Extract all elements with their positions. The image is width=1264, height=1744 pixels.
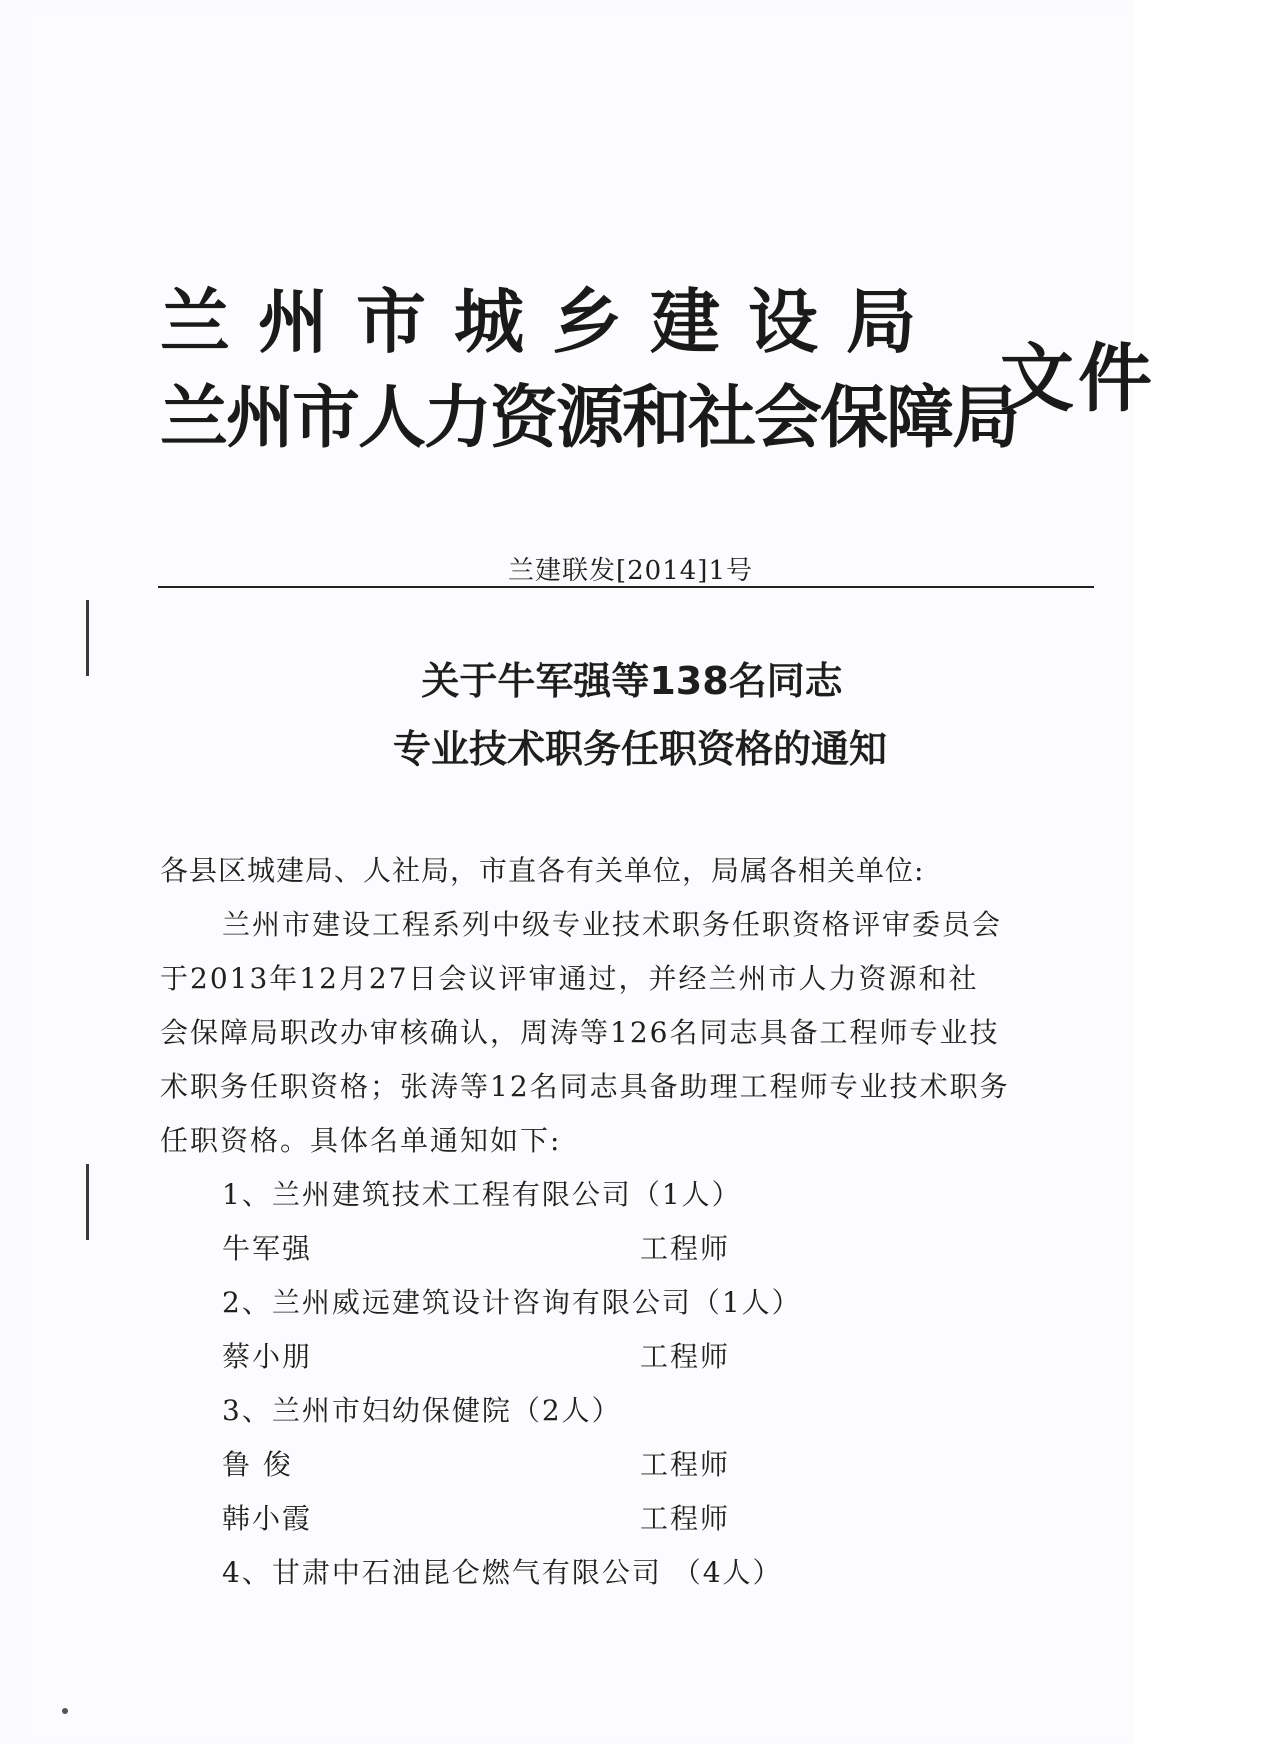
person-title: 工程师 — [640, 1448, 731, 1481]
org-heading: 3、兰州市妇幼保健院（2人） — [222, 1394, 622, 1427]
body-line: 术职务任职资格；张涛等12名同志具备助理工程师专业技术职务 — [160, 1070, 1010, 1103]
staple-mark-bottom — [86, 1164, 89, 1240]
notice-title-line-2: 专业技术职务任职资格的通知 — [392, 727, 887, 771]
salutation: 各县区城建局、人社局，市直各有关单位，局属各相关单位: — [160, 854, 925, 887]
body-line: 会保障局职改办审核确认，周涛等126名同志具备工程师专业技 — [160, 1016, 1000, 1049]
agency-name-hr: 兰州市人力资源和社会保障局 — [160, 379, 1019, 458]
scan-margin — [1134, 0, 1264, 1744]
org-heading: 4、甘肃中石油昆仑燃气有限公司 （4人） — [222, 1556, 783, 1589]
person-title: 工程师 — [640, 1340, 731, 1373]
person-title: 工程师 — [640, 1502, 731, 1535]
person-name: 鲁 俊 — [222, 1448, 293, 1481]
document-type-label: 文件 — [1000, 336, 1156, 422]
org-heading: 2、兰州威远建筑设计咨询有限公司（1人） — [222, 1286, 802, 1319]
person-name: 蔡小朋 — [222, 1340, 313, 1373]
body-line: 任职资格。具体名单通知如下: — [160, 1124, 562, 1157]
org-heading: 1、兰州建筑技术工程有限公司（1人） — [222, 1178, 742, 1211]
agency-name-construction: 兰州市城乡建设局 — [160, 281, 944, 363]
scan-dot — [62, 1708, 68, 1714]
notice-title-line-1: 关于牛军强等138名同志 — [421, 659, 843, 703]
header-divider — [158, 586, 1094, 588]
person-name: 韩小霞 — [222, 1502, 313, 1535]
document-number: 兰建联发[2014]1号 — [508, 556, 753, 586]
person-title: 工程师 — [640, 1232, 731, 1265]
body-line: 于2013年12月27日会议评审通过，并经兰州市人力资源和社 — [160, 962, 979, 995]
person-name: 牛军强 — [222, 1232, 313, 1265]
body-line: 兰州市建设工程系列中级专业技术职务任职资格评审委员会 — [222, 908, 1003, 941]
